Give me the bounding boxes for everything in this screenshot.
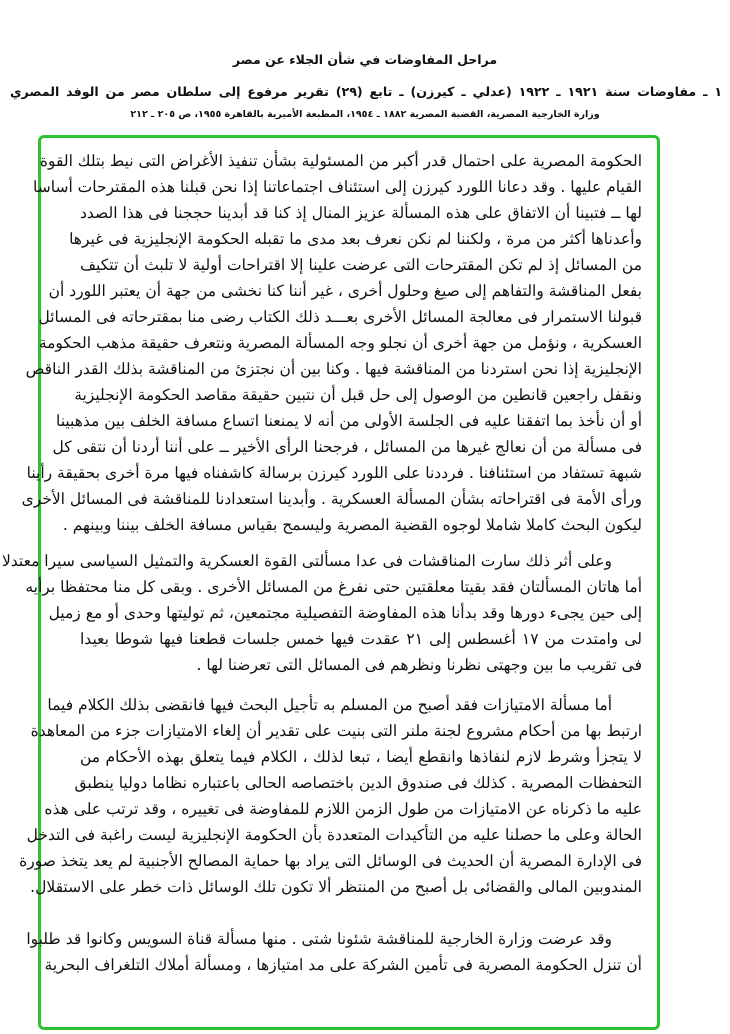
text-line: بفعل المناقشة والتفاهم إلى صيغ وحلول أخرى ، غير أننا كنا نخشى من جهة أن يعتبر اللورد أن [48, 282, 642, 300]
text-line: فى تقريب ما بين وجهتى نظرنا ونظرهم فى المسائل التى تعرضنا لها . [196, 656, 642, 674]
text-line: ورأى الأمة فى اقتراحاته بشأن المسألة العسكرية . وأبدينا استعدادنا للمناقشة فى المسائل الأخرى [21, 490, 642, 508]
text-line: أو أن نأخذ بما اتفقنا عليه فى الجلسة الأولى من أنه لا يمنعنا اتساع مسافة الخلف بين مذهبينا [55, 412, 642, 430]
text-line: وقد عرضت وزارة الخارجية للمناقشة شئونا شتى . منها مسألة قناة السويس وكانوا قد طلبوا [26, 930, 612, 948]
paragraph [1, 548, 643, 678]
text-line: الحالة وعلى ما حصلنا عليه من التأكيدات المتعددة بأن الحكومة الإنجليزية ليست راغبة فى التدخل [26, 826, 642, 844]
paragraph [26, 926, 642, 978]
text-line: وأعدناها أكثر من مرة ، ولكننا لم نكن نعرف بعد مدى ما تقبله الحكومة الإنجليزية فى غيرها [69, 230, 642, 248]
document-title: مراحل المفاوضات في شأن الجلاء عن مصر [232, 52, 498, 67]
text-line: إلى حين يجىء دورها وقد بدأنا هذه المفاوضة التفصيلية مجتمعين، ثم توليتها وحدى أو مع زميل [48, 604, 642, 622]
text-line: لى وامتدت من ١٧ أغسطس إلى ٢١ عقدت فيها خمس جلسات قطعنا فيها شوطا بعيدا [80, 630, 643, 648]
text-line: الإنجليزية إذا نحن استردنا من المناقشة فيها . وكنا بين أن نجتزئ من المناقشة بذلك القدر الناقص [25, 360, 642, 378]
text-line: قبولنا الاستمرار فى معالجة المسائل الأخرى بعـــد ذلك الكتاب رضى منا بمقترحاته فى المسائل [38, 308, 642, 326]
text-line: فى الإدارة المصرية أن الحديث فى الوسائل التى يراد بها حماية المصالح الأجنبية لم يعد يتخذ صورة [19, 852, 642, 870]
text-line: لها ــ فتبينا أن الاتفاق على هذه المسألة عزيز المنال إذ كنا قد أبدينا حججنا فى هذا الصدد [80, 204, 642, 222]
paragraph [21, 148, 642, 538]
document-body [1, 148, 643, 978]
text-line: شبهة تستفاد من استئنافنا . فرددنا على اللورد كيرزن برسالة كاشفناه فيها مرة أخرى بحقيقة رأينا [26, 464, 642, 482]
text-line: أما هاتان المسألتان فقد بقيتا معلقتين حتى نفرغ من المسائل الأخرى . وبقى كل منا محتفظا برأيه [25, 578, 642, 596]
text-line: فى مسألة من أن نعالج غيرها من المسائل ، فرجحنا الرأى الأخير ــ على أننا أردنا أن نتقى كل [52, 438, 642, 456]
text-line: ليكون البحث كاملا شاملا لوجوه القضية المصرية وليسمح بقياس مسافة الخلف بيننا وبينهم . [62, 516, 642, 534]
text-line: أن تنزل الحكومة المصرية فى تأمين الشركة على مد امتيازها ، ومسألة أملاك التلغراف البحرية [44, 956, 642, 974]
text-line: وعلى أثر ذلك سارت المناقشات فى عدا مسألتى القوة العسكرية والتمثيل السياسى سيرا معتدلا [1, 552, 612, 570]
source-citation: وزارة الخارجية المصرية، القضية المصرية ١٨٨٢ ـ ١٩٥٤، المطبعة الأميرية بالقاهرة ١٩٥٥، ص ٢٠٥ ـ ٢١٢ [130, 109, 600, 120]
text-line: القيام عليها . وقد دعانا اللورد كيرزن إلى استئناف اجتماعاتنا إذا نحن قبلنا هذه المقترحات أساسا [33, 178, 642, 196]
document-subtitle: ١ ـ مفاوضات سنة ١٩٢١ ـ ١٩٢٢ (عدلي ـ كيرزن) ـ تابع (٢٩) تقرير مرفوع إلى سلطان مصر من الوفد المصري [10, 84, 722, 99]
text-line: عليه ما ذكرناه عن الامتيازات من طول الزمن اللازم للمفاوضة فى تغييره ، وقد ترتب على هذه [44, 800, 642, 818]
text-line: ونقفل راجعين قانطين من الوصول إلى حل قبل أن نتبين حقيقة مقاصد الحكومة الإنجليزية [74, 386, 642, 404]
text-line: التحفظات المصرية . كذلك فى صندوق الدين باختصاصه الحالى باعتباره نظاما دوليا ينطبق [74, 774, 642, 792]
text-line: أما مسألة الامتيازات فقد أصبح من المسلم به تأجيل البحث فيها فانقضى بذلك الكلام فيما [47, 696, 612, 714]
text-line: المندوبين المالى والقضائى بل أصبح من المنتظر ألا تكون تلك الوسائل ذات خطر على الاستقلال. [30, 878, 642, 896]
text-line: لا يتجزأ وشرط لازم لنفاذها وانقطع أيضا ، تبعا لذلك ، الكلام فيما يتعلق بهذه الأحكام من [80, 748, 642, 766]
text-line: العسكرية ، ونؤمل من جهة أخرى أن نجلو وجه المسألة المصرية ونتعرف حقيقة مذهب الحكومة [38, 334, 642, 352]
text-line: ارتبط بها من أحكام مشروع لجنة ملنر التى بنيت على تقدير أن إلغاء الامتيازات جزء من المعاهدة [30, 722, 642, 740]
text-line: من المسائل إذ لم تكن المقترحات التى عرضت علينا إلا اقتراحات أولية لا تلبث أن تتكيف [80, 256, 642, 274]
text-line: الحكومة المصرية على احتمال قدر أكبر من المسئولية بشأن تنفيذ الأغراض التى نيط بتلك القوة [39, 152, 642, 170]
paragraph [19, 692, 642, 900]
